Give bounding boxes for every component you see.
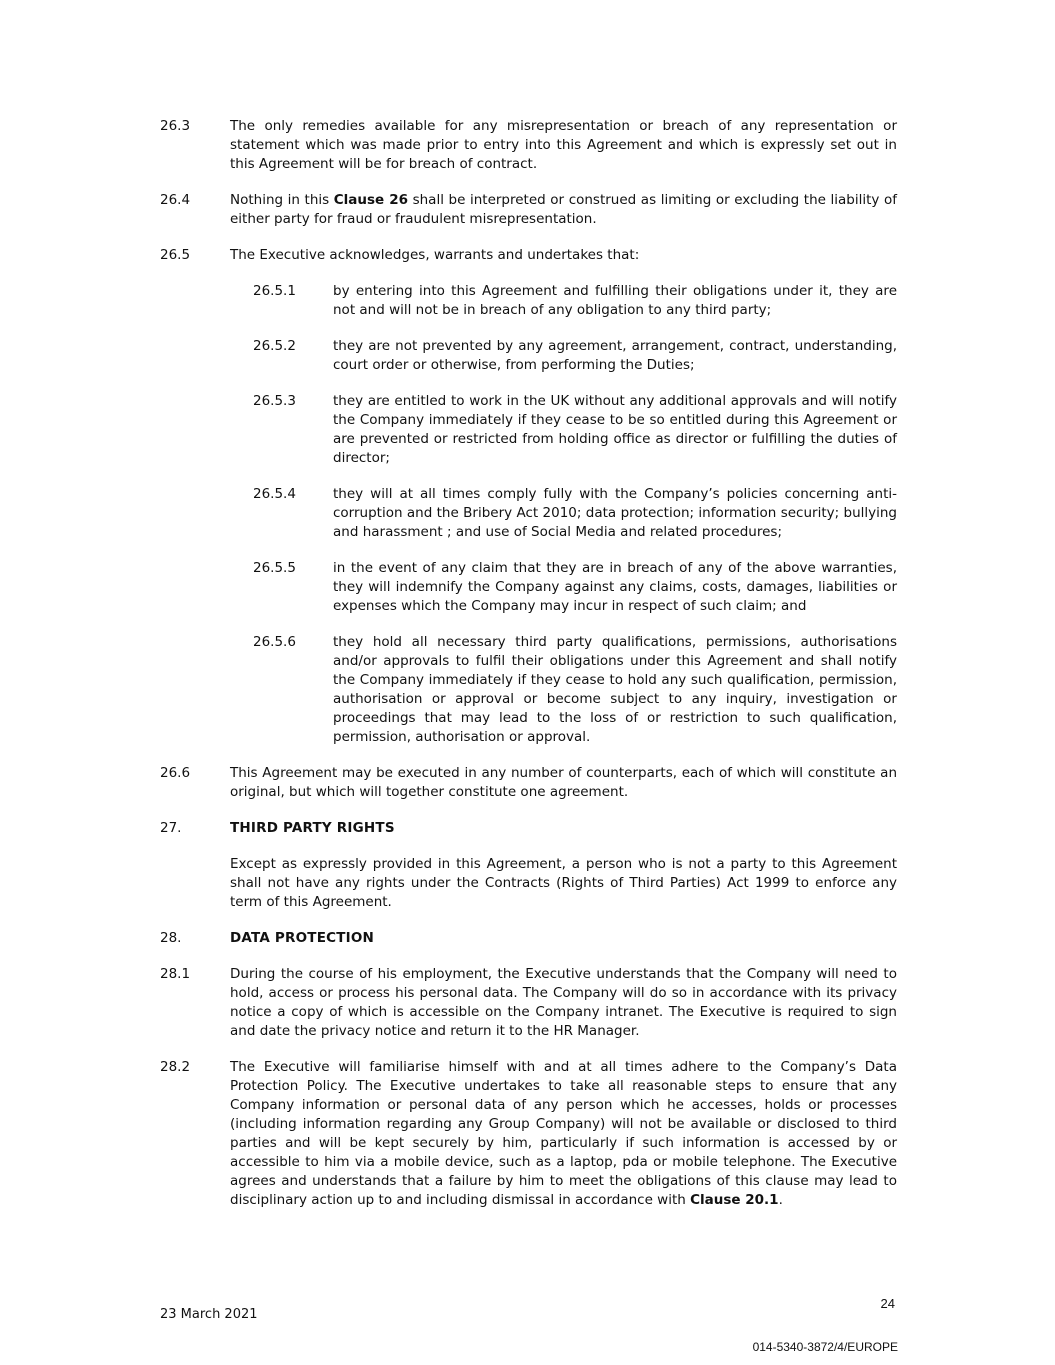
- clause-text: The Executive will familiarise himself with and at all times adhere to the Company’s Data Protection Policy. The Executive undertakes to take all reasonable steps to ensure that any Company information or personal data of any person which he accesses, holds or processes (including information regarding any Group Company) will not be available or disclosed to third parties and will be kept securely by him, particularly if such information is accessed by or accessible to him via a mobile device, such as a laptop, pda or mobile telephone. The Executive agrees and understands that a failure by him to meet the obligations of this clause may lead to disciplinary action up to and including dismissal in accordance with Clause 20.1.: [230, 1059, 897, 1208]
- clause-text: Except as expressly provided in this Agreement, a person who is not a party to this Agreement shall not have any rights under the Contracts (Rights of Third Parties) Act 1999 to enforce any term of this Agreement.: [230, 856, 897, 910]
- footer-date: 23 March 2021: [160, 1307, 258, 1322]
- clause-number: 26.5.1: [253, 283, 296, 299]
- clause-row: [160, 191, 897, 229]
- clause-number: 28.: [160, 930, 182, 946]
- clause-number: 26.5.6: [253, 634, 296, 650]
- clause-row: [160, 965, 897, 1041]
- section-heading-row: [160, 819, 897, 838]
- clause-text: During the course of his employment, the Executive understands that the Company will need to hold, access or process his personal data. The Company will do so in accordance with its privacy notice a copy of which is accessible on the Company intranet. The Executive is required to sign and date the privacy notice and return it to the HR Manager.: [230, 966, 897, 1039]
- clause-number: 26.5.5: [253, 560, 296, 576]
- clause-row: [160, 117, 897, 174]
- clause-text: they hold all necessary third party qualifications, permissions, authorisations and/or approvals to fulfil their obligations under this Agreement and shall notify the Company immediately if they cease to hold any such qualification, permission, authorisation or approval or become subject to any inquiry, investigation or proceedings that may lead to the loss of or restriction to such qualification, permission, authorisation or approval.: [333, 634, 897, 745]
- section-heading-text: DATA PROTECTION: [230, 930, 375, 946]
- clause-row: [160, 282, 897, 320]
- footer-document-reference: 014-5340-3872/4/EUROPE: [752, 1340, 898, 1354]
- clause-text: they are entitled to work in the UK without any additional approvals and will notify the Company immediately if they cease to be so entitled during this Agreement or are prevented or restricted from holding office as director or fulfilling the duties of director;: [333, 393, 897, 466]
- clause-number: 26.5.3: [253, 393, 296, 409]
- clause-number: 28.2: [160, 1059, 191, 1075]
- clause-row: [160, 246, 897, 265]
- clause-number: 26.3: [160, 118, 191, 134]
- clause-number: 26.5: [160, 247, 191, 263]
- clause-number: 27.: [160, 820, 182, 836]
- clause-row: [160, 392, 897, 468]
- clause-text: This Agreement may be executed in any number of counterparts, each of which will constitute an original, but which will together constitute one agreement.: [230, 765, 897, 800]
- clause-row: [160, 764, 897, 802]
- clause-text: The Executive acknowledges, warrants and undertakes that:: [230, 247, 640, 263]
- clause-row: [160, 337, 897, 375]
- clause-text: The only remedies available for any misrepresentation or breach of any representation or statement which was made prior to entry into this Agreement and which is expressly set out in this Agreement will be for breach of contract.: [230, 118, 897, 172]
- clause-row: [160, 485, 897, 542]
- clause-number: 26.6: [160, 765, 191, 781]
- clause-text: they will at all times comply fully with the Company’s policies concerning anti-corruption and the Bribery Act 2010; data protection; information security; bullying and harassment ; and use of Social Media and related procedures;: [333, 486, 897, 540]
- clause-number: 26.5.4: [253, 486, 296, 502]
- footer-page-number: 24: [880, 1296, 895, 1311]
- clause-number: [160, 855, 230, 912]
- clause-text: in the event of any claim that they are in breach of any of the above warranties, they will indemnify the Company against any claims, costs, damages, liabilities or expenses which the Company may incur in respect of such claim; and: [333, 560, 897, 614]
- clause-number: 26.4: [160, 192, 191, 208]
- clause-text: Nothing in this Clause 26 shall be interpreted or construed as limiting or excluding the liability of either party for fraud or fraudulent misrepresentation.: [230, 192, 898, 227]
- clause-row: [160, 855, 897, 912]
- section-heading-row: [160, 929, 897, 948]
- clause-number: 26.5.2: [253, 338, 296, 354]
- clause-text: by entering into this Agreement and fulfilling their obligations under it, they are not and will not be in breach of any obligation to any third party;: [333, 283, 897, 318]
- clause-row: [160, 633, 897, 747]
- clause-text: they are not prevented by any agreement, arrangement, contract, understanding, court order or otherwise, from performing the Duties;: [333, 338, 897, 373]
- clause-list: [160, 117, 897, 1227]
- clause-row: [160, 559, 897, 616]
- clause-row: [160, 1058, 897, 1210]
- section-heading-text: THIRD PARTY RIGHTS: [230, 820, 395, 836]
- clause-number: 28.1: [160, 966, 191, 982]
